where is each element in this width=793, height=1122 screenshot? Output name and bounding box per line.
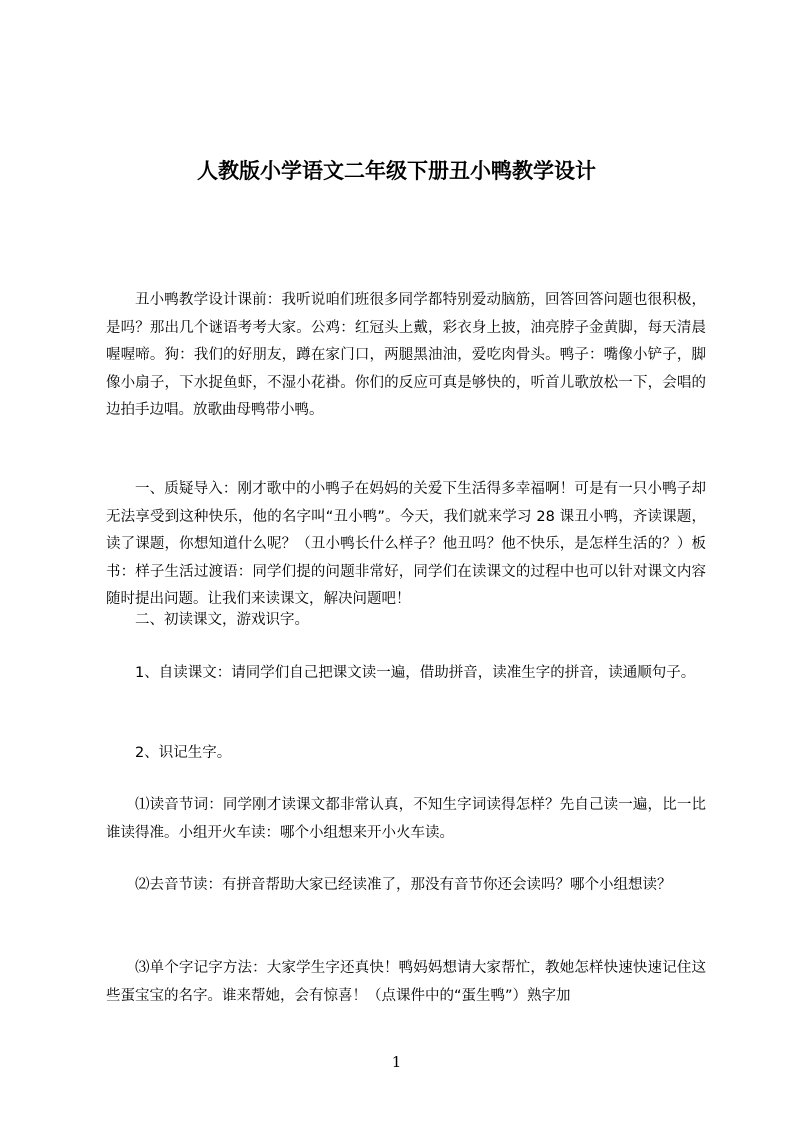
document-title: 人教版小学语文二年级下册丑小鸭教学设计 [197, 159, 596, 184]
paragraph-section-two-heading: 二、初读课文，游戏识字。 [135, 612, 309, 628]
paragraph-without-pinyin: ⑵去音节读：有拼音帮助大家已经读准了，那没有音节你还会读吗？哪个小组想读？ [135, 877, 672, 893]
paragraph-character-memory: ⑶单个字记字方法：大家学生字还真快！鸭妈妈想请大家帮忙，教她怎样快速快速记住这些蛋宝宝的名字。谁来帮她，会有惊喜！（点课件中的“蛋生鸭”）熟字加 [106, 960, 706, 1004]
paragraph-syllable-reading: ⑴读音节词：同学刚才读课文都非常认真，不知生字词读得怎样？先自己读一遍，比一比谁读得准。小组开火车读：哪个小组想来开小火车读。 [106, 797, 706, 841]
paragraph-self-reading: 1、自读课文：请同学们自己把课文读一遍，借助拼音，读准生字的拼音，读通顺句子。 [135, 665, 696, 681]
page-number: 1 [391, 1053, 402, 1071]
paragraph-questioning-intro: 一、质疑导入：刚才歌中的小鸭子在妈妈的关爱下生活得多幸福啊！可是有一只小鸭子却无法享受到这种快乐，他的名字叫“丑小鸭”。今天，我们就来学习 28 课丑小鸭，齐读课题，读了课题，你想知道什么呢？（丑小鸭长什么样子？他丑吗？他不快乐，是怎样生活的？）板书：样子生活过渡语：同学们提的问题非常好，同学们在读课文的过程中也可以针对课文内容随时提出问题。让我们来读课文，解决问题吧！ [106, 481, 706, 607]
paragraph-intro: 丑小鸭教学设计课前：我听说咱们班很多同学都特别爱动脑筋，回答回答问题也很积极，是吗？那出几个谜语考考大家。公鸡：红冠头上戴，彩衣身上披，油亮脖子金黄脚，每天清晨喔喔啼。狗：我们的好朋友，蹲在家门口，两腿黑油油，爱吃肉骨头。鸭子：嘴像小铲子，脚像小扇子，下水捉鱼虾，不湿小花褂。你们的反应可真是够快的，听首儿歌放松一下，会唱的边拍手边唱。放歌曲母鸭带小鸭。 [106, 292, 706, 418]
paragraph-recognize-characters: 2、识记生字。 [135, 745, 232, 761]
